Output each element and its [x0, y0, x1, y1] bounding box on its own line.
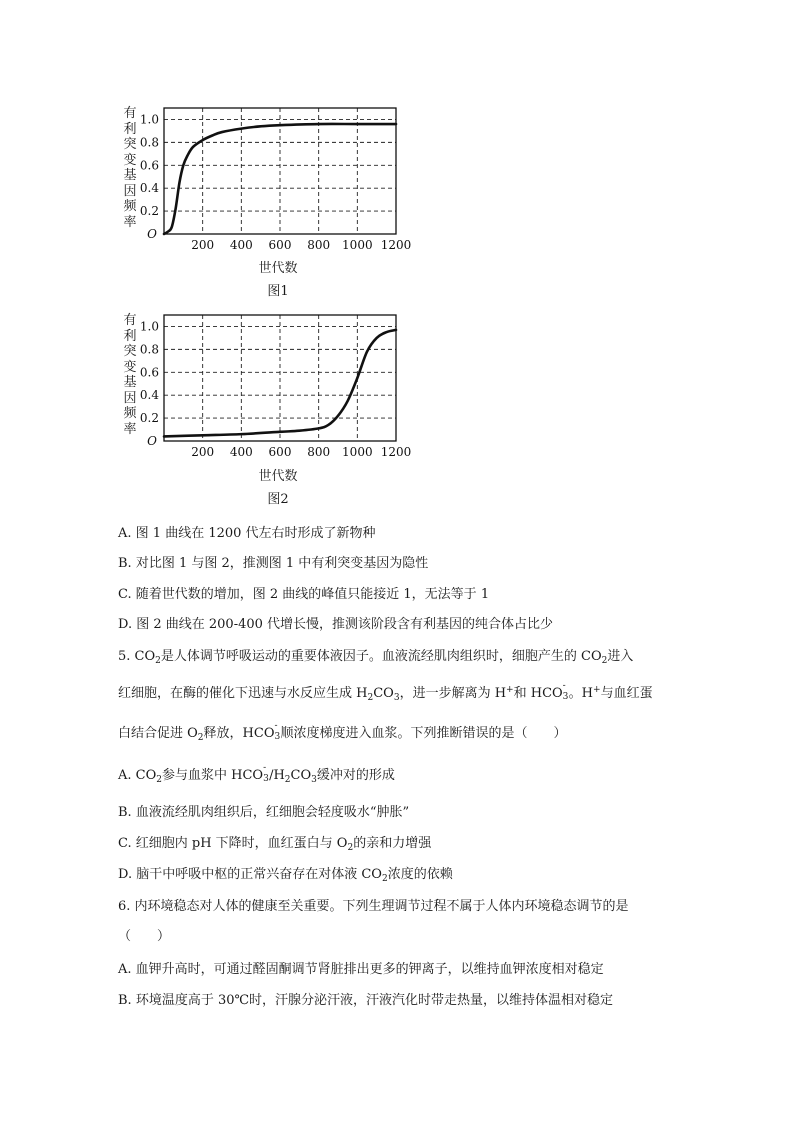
q6-stem: 6. 内环境稳态对人体的健康至关重要。下列生理调节过程不属于人体内环境稳态调节的是	[118, 899, 629, 914]
x-tick-label: 600	[268, 238, 292, 252]
x-tick-label: 600	[268, 445, 292, 459]
y-tick-label: 1.0	[139, 112, 159, 127]
q4-option-c: C. 随着世代数的增加，图 2 曲线的峰值只能接近 1，无法等于 1	[118, 587, 490, 602]
q5-option-b: B. 血液流经肌肉组织后，红细胞会轻度吸水“肿胀”	[118, 805, 410, 820]
x-tick-label: 800	[307, 238, 331, 252]
x-tick-label: 1000	[342, 445, 373, 459]
x-axis-label: 世代数	[258, 469, 298, 484]
y-tick-label: 0.4	[139, 388, 159, 403]
y-tick-label: 0.8	[139, 135, 159, 150]
y-tick-label: 0.6	[139, 365, 159, 380]
q4-option-b: B. 对比图 1 与图 2，推测图 1 中有利突变基因为隐性	[118, 556, 429, 571]
x-axis-label: 世代数	[258, 261, 298, 276]
x-tick-label: 1200	[380, 445, 412, 459]
origin-label: O	[147, 434, 157, 448]
y-tick-label: 0.4	[139, 181, 159, 196]
q5-option-d: D. 脑干中呼吸中枢的正常兴奋存在对体液 $CO_2$浓度的依赖	[118, 867, 453, 884]
figure-caption: 图1	[267, 284, 289, 299]
x-tick-label: 800	[307, 445, 331, 459]
y-tick-label: 0.2	[139, 411, 159, 426]
origin-label: O	[147, 227, 157, 241]
chart-1	[118, 104, 418, 264]
chart-2	[118, 311, 418, 471]
q5-stem-line-1: 5. $CO_2$是人体调节呼吸运动的重要体液因子。血液流经肌肉组织时，细胞产生的 $CO_2$进入	[118, 649, 634, 666]
x-tick-label: 1200	[380, 238, 412, 252]
figure-2	[118, 311, 418, 507]
q6-option-b: B. 环境温度高于 30℃时，汗腺分泌汗液，汗液汽化时带走热量，以维持体温相对稳定	[118, 993, 614, 1008]
x-tick-label: 1000	[342, 238, 373, 252]
figure-1	[118, 104, 418, 299]
y-tick-label: 1.0	[139, 319, 159, 334]
y-axis-label: 有利突变基因频率	[123, 106, 137, 230]
figure-caption: 图2	[267, 492, 289, 507]
y-tick-label: 0.8	[139, 342, 159, 357]
y-axis-label: 有利突变基因频率	[123, 313, 137, 437]
x-tick-label: 200	[191, 238, 215, 252]
q4-option-a: A. 图 1 曲线在 1200 代左右时形成了新物种	[118, 526, 376, 541]
q6-option-a: A. 血钾升高时，可通过醛固酮调节肾脏排出更多的钾离子，以维持血钾浓度相对稳定	[118, 962, 604, 977]
q4-option-d: D. 图 2 曲线在 200-400 代增长慢，推测该阶段含有利基因的纯合体占比少	[118, 617, 554, 632]
x-tick-label: 400	[229, 238, 253, 252]
y-tick-label: 0.2	[139, 204, 159, 219]
q5-stem-line-2: 红细胞，在酶的催化下迅速与水反应生成 $H_2CO_3$，进一步解离为 H+和 HCO - 3 。H+与血红蛋	[118, 681, 653, 703]
q5-stem-line-3: 白结合促进 $O_2$释放，HCO - 3 顺浓度梯度进入血浆。下列推断错误的是（ ）	[118, 721, 567, 743]
q6-stem-paren: （ ）	[118, 929, 171, 944]
q5-option-c: C. 红细胞内 pH 下降时，血红蛋白与 $O_2$的亲和力增强	[118, 836, 432, 853]
y-tick-label: 0.6	[139, 158, 159, 173]
x-tick-label: 200	[191, 445, 215, 459]
q5-option-a: A. $CO_2$参与血浆中 HCO - 3 $/H_2CO_3$缓冲对的形成	[118, 763, 395, 785]
x-tick-label: 400	[229, 445, 253, 459]
